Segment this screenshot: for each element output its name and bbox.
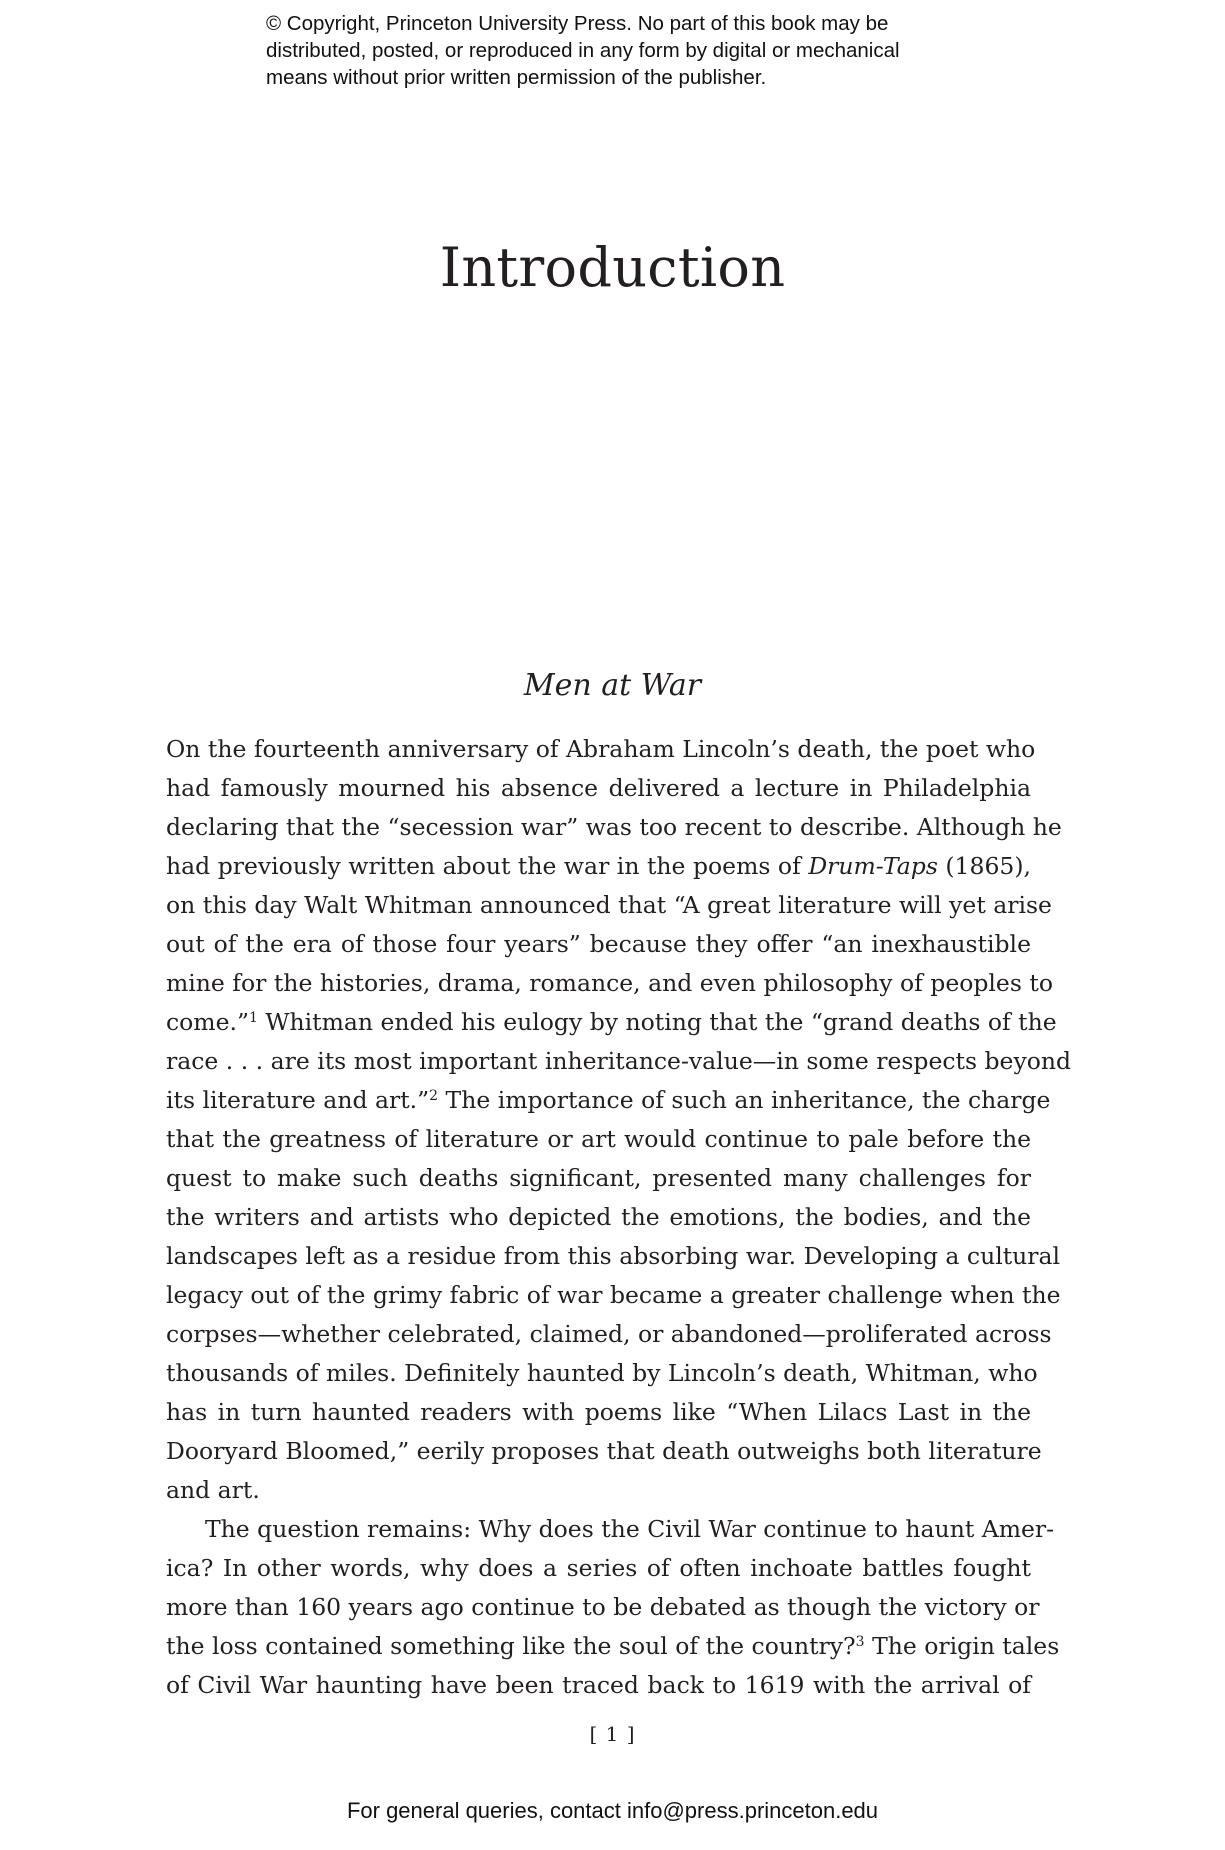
text-line: declaring that the “secession war” was too recent to describe. Although he	[166, 813, 1062, 841]
text-line: has in turn haunted readers with poems like “When Lilacs Last in the	[166, 1398, 1031, 1426]
footnote-ref: 2	[429, 1088, 439, 1104]
body-text	[166, 730, 1072, 1705]
paragraph	[166, 1510, 1060, 1705]
text-run: come.”	[166, 1008, 249, 1036]
text-line	[166, 1003, 1057, 1042]
text-run: The origin tales	[864, 1632, 1060, 1660]
text-line	[166, 1081, 1051, 1120]
text-line	[166, 1627, 1060, 1666]
text-run: its literature and art.”	[166, 1086, 430, 1114]
text-line: the writers and artists who depicted the emotions, the bodies, and the	[166, 1203, 1031, 1231]
text-run: had previously written about the war in the poems of	[166, 852, 809, 880]
text-line: on this day Walt Whitman announced that “A great literature will yet arise	[166, 891, 1052, 919]
text-run: the loss contained something like the soul of the country?	[166, 1632, 856, 1660]
chapter-title: Introduction	[439, 236, 786, 299]
text-line: race . . . are its most important inheritance-value—in some respects beyond	[166, 1047, 1072, 1075]
text-line: legacy out of the grimy fabric of war became a greater challenge when the	[166, 1281, 1061, 1309]
text-line: and art.	[166, 1476, 260, 1504]
footnote-ref: 3	[855, 1634, 865, 1650]
text-line: that the greatness of literature or art would continue to pale before the	[166, 1125, 1031, 1153]
text-line: more than 160 years ago continue to be debated as though the victory or	[166, 1593, 1040, 1621]
page-number: [ 1 ]	[589, 1722, 636, 1746]
section-heading: Men at War	[523, 668, 702, 703]
text-line: On the fourteenth anniversary of Abraham Lincoln’s death, the poet who	[166, 735, 1036, 763]
text-line: of Civil War haunting have been traced back to 1619 with the arrival of	[166, 1671, 1031, 1699]
text-line: corpses—whether celebrated, claimed, or abandoned—proliferated across	[166, 1320, 1052, 1348]
text-line: quest to make such deaths significant, presented many challenges for	[166, 1164, 1031, 1192]
text-run: The importance of such an inheritance, the charge	[438, 1086, 1051, 1114]
paragraph	[166, 730, 1072, 1510]
text-line: had famously mourned his absence delivered a lecture in Philadelphia	[166, 774, 1031, 802]
text-line: out of the era of those four years” because they offer “an inexhaustible	[166, 930, 1031, 958]
text-line: landscapes left as a residue from this absorbing war. Developing a cultural	[166, 1242, 1061, 1270]
text-run: Whitman ended his eulogy by noting that the “grand deaths of the	[257, 1008, 1057, 1036]
footer-contact: For general queries, contact info@press.princeton.edu	[346, 1798, 879, 1823]
text-line: The question remains: Why does the Civil War continue to haunt Amer-	[205, 1515, 1055, 1543]
copyright-line: © Copyright, Princeton University Press. No part of this book may be	[266, 12, 889, 35]
copyright-notice	[266, 10, 1026, 91]
text-line: thousands of miles. Definitely haunted by Lincoln’s death, Whitman, who	[166, 1359, 1038, 1387]
copyright-line: distributed, posted, or reproduced in any form by digital or mechanical	[266, 39, 900, 62]
copyright-line: means without prior written permission of the publisher.	[266, 66, 767, 89]
text-line: Dooryard Bloomed,” eerily proposes that death outweighs both literature	[166, 1437, 1042, 1465]
footnote-ref: 1	[248, 1010, 258, 1026]
text-line: mine for the histories, drama, romance, and even philosophy of peoples to	[166, 969, 1053, 997]
text-line: ica? In other words, why does a series of often inchoate battles fought	[166, 1554, 1031, 1582]
text-line	[166, 847, 1031, 886]
book-title-drum-taps: Drum-Taps	[808, 852, 938, 880]
text-run: (1865),	[937, 852, 1032, 880]
